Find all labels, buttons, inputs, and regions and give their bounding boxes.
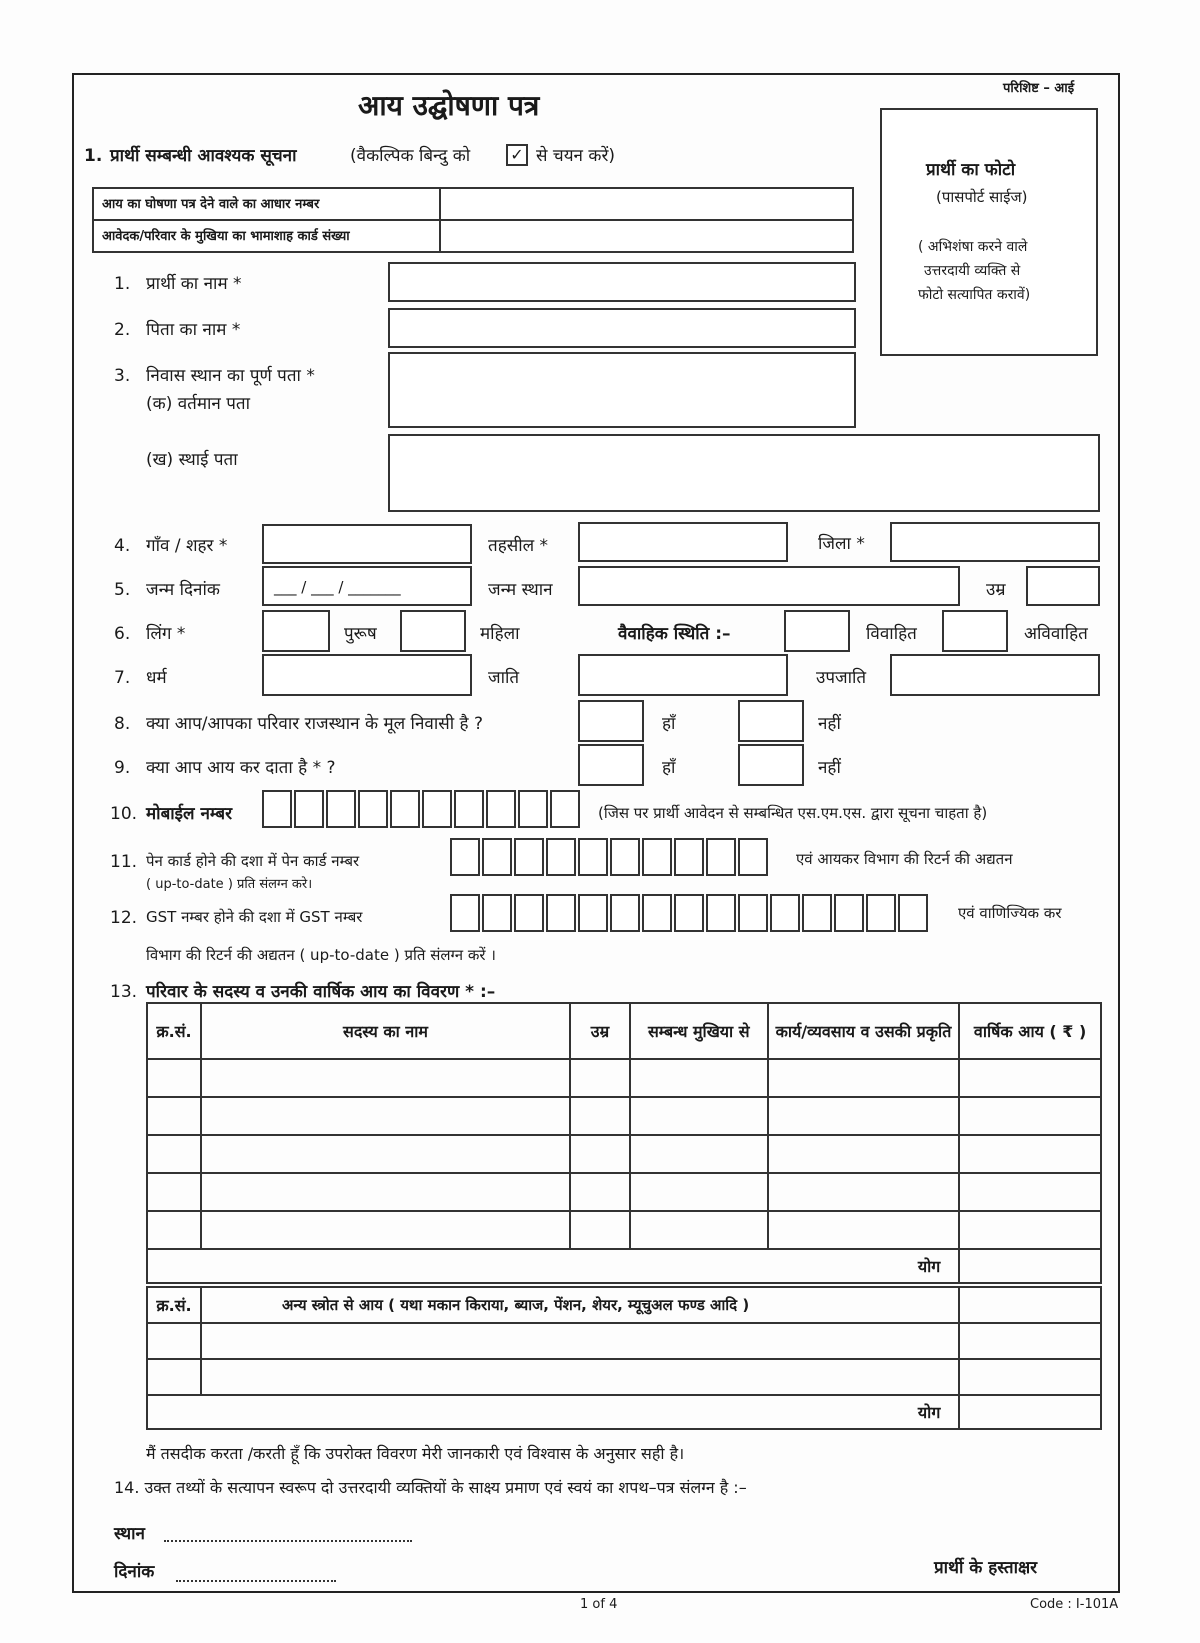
field-number: 8. <box>114 714 131 734</box>
field-number: 3. <box>114 366 131 386</box>
married-checkbox[interactable] <box>784 610 850 652</box>
table-row[interactable] <box>147 1211 1101 1249</box>
field-number: 6. <box>114 624 131 644</box>
signature-label: प्रार्थी के हस्ताक्षर <box>934 1558 1038 1578</box>
taxpayer-yes-checkbox[interactable] <box>578 744 644 786</box>
table-row[interactable] <box>147 1097 1101 1135</box>
aadhaar-input[interactable] <box>439 189 854 219</box>
current-address-input[interactable] <box>388 352 856 428</box>
district-label: जिला * <box>818 534 865 554</box>
table-row[interactable] <box>147 1135 1101 1173</box>
caste-label: जाति <box>488 668 520 688</box>
table-header-row <box>147 1003 1101 1059</box>
unmarried-checkbox[interactable] <box>942 610 1008 652</box>
dob-label: जन्म दिनांक <box>146 580 220 600</box>
aadhaar-label: आय का घोषणा पत्र देने वाले का आधार नम्बर <box>102 197 320 212</box>
column-header: कार्य/व्यवसाय व उसकी प्रकृति <box>768 1003 960 1059</box>
female-label: महिला <box>480 624 520 644</box>
table-row[interactable] <box>147 1323 1101 1359</box>
tehsil-label: तहसील * <box>488 536 549 556</box>
male-label: पुरूष <box>344 624 377 644</box>
native-resident-label: क्या आप/आपका परिवार राजस्थान के मूल निवासी है ? <box>146 714 483 734</box>
mobile-note: (जिस पर प्रार्थी आवेदन से सम्बन्धित एस.एम.एस. द्वारा सूचना चाहता है) <box>598 804 988 822</box>
table-header-row <box>147 1287 1101 1323</box>
field-number: 9. <box>114 758 131 778</box>
checkbox-icon: ✓ <box>506 144 528 166</box>
total-input[interactable] <box>959 1249 1101 1283</box>
family-income-table <box>146 1002 1102 1284</box>
field-number: 11. <box>110 852 138 872</box>
section1-instruction: (वैकल्पिक बिन्दु को <box>350 146 471 166</box>
total-input[interactable] <box>959 1395 1101 1429</box>
gst-number-input[interactable] <box>450 894 930 932</box>
family-income-heading: परिवार के सदस्य व उनकी वार्षिक आय का विवरण * :– <box>146 982 496 1002</box>
bhamashah-label: आवेदक/परिवार के मुखिया का भामाशाह कार्ड संख्या <box>102 229 350 244</box>
column-header: उम्र <box>570 1003 630 1059</box>
pan-label: पेन कार्ड होने की दशा में पेन कार्ड नम्बर <box>146 852 360 870</box>
no-label: नहीं <box>818 714 841 734</box>
place-label: स्थान <box>114 1524 145 1544</box>
section1-instruction-tail: से चयन करें) <box>536 146 616 166</box>
taxpayer-no-checkbox[interactable] <box>738 744 804 786</box>
attestation-text: 14. उक्त तथ्यों के सत्यापन स्वरूप दो उत्तरदायी व्यक्तियों के साक्ष्य प्रमाण एवं स्वयं का शपथ–पत्र संलग्न है :– <box>114 1478 747 1497</box>
date-input[interactable] <box>176 1570 336 1582</box>
birthplace-label: जन्म स्थान <box>488 580 553 600</box>
married-label: विवाहित <box>866 624 917 644</box>
section1-number: 1. <box>84 146 103 166</box>
column-header: सम्बन्ध मुखिया से <box>630 1003 768 1059</box>
caste-input[interactable] <box>578 654 788 696</box>
tehsil-input[interactable] <box>578 522 788 562</box>
dob-input[interactable] <box>262 566 472 606</box>
field-number: 5. <box>114 580 131 600</box>
bhamashah-input[interactable] <box>439 221 854 251</box>
table-row[interactable] <box>147 1173 1101 1211</box>
address-label: निवास स्थान का पूर्ण पता * <box>146 366 315 386</box>
field-number: 12. <box>110 908 138 928</box>
permanent-address-input[interactable] <box>388 434 1100 512</box>
page-title: आय उद्घोषणा पत्र <box>358 89 540 122</box>
column-header: वार्षिक आय ( ₹ ) <box>959 1003 1101 1059</box>
photo-size: (पासपोर्ट साईज) <box>936 188 1028 206</box>
current-address-label: (क) वर्तमान पता <box>146 394 251 414</box>
photo-note: ( अभिशंषा करने वाले <box>918 239 1028 255</box>
permanent-address-label: (ख) स्थाई पता <box>146 450 238 470</box>
declaration-text: मैं तसदीक करता /करती हूँ कि उपरोक्त विवरण मेरी जानकारी एवं विश्वास के अनुसार सही है। <box>146 1444 685 1463</box>
field-number: 13. <box>110 982 138 1002</box>
no-label: नहीं <box>818 758 841 778</box>
father-name-input[interactable] <box>388 308 856 348</box>
column-header: अन्य स्त्रोत से आय ( यथा मकान किराया, ब्याज, पेंशन, शेयर, म्यूचुअल फण्ड आदि ) <box>201 1287 959 1323</box>
marital-status-label: वैवाहिक स्थिति :– <box>618 624 731 644</box>
gst-note: एवं वाणिज्यिक कर <box>958 904 1062 922</box>
subcaste-label: उपजाति <box>816 668 867 688</box>
pan-note-line2: ( up-to-date ) प्रति संलग्न करे। <box>146 877 313 892</box>
father-name-label: पिता का नाम * <box>146 320 241 340</box>
bhamashah-row <box>92 219 854 253</box>
religion-input[interactable] <box>262 654 472 696</box>
photo-note: फोटो सत्यापित करावें) <box>918 287 1031 303</box>
native-no-checkbox[interactable] <box>738 700 804 742</box>
gst-label: GST नम्बर होने की दशा में GST नम्बर <box>146 908 363 926</box>
place-input[interactable] <box>164 1530 412 1542</box>
form-code: Code : I-101A <box>1030 1597 1119 1612</box>
age-input[interactable] <box>1026 566 1100 606</box>
total-label: योग <box>147 1395 959 1429</box>
gst-note-line2: विभाग की रिटर्न की अद्यतन ( up-to-date ) प्रति संलग्न करें । <box>146 946 496 964</box>
table-row[interactable] <box>147 1059 1101 1097</box>
district-input[interactable] <box>890 522 1100 562</box>
native-yes-checkbox[interactable] <box>578 700 644 742</box>
field-number: 1. <box>114 274 131 294</box>
aadhaar-row <box>92 187 854 221</box>
village-city-label: गाँव / शहर * <box>146 536 228 556</box>
column-header: सदस्य का नाम <box>201 1003 570 1059</box>
pan-note: एवं आयकर विभाग की रिटर्न की अद्यतन <box>796 850 1013 868</box>
field-number: 10. <box>110 804 138 824</box>
total-row <box>147 1249 1101 1283</box>
total-row <box>147 1395 1101 1429</box>
section1-heading: प्रार्थी सम्बन्धी आवश्यक सूचना <box>110 146 297 166</box>
birthplace-input[interactable] <box>578 566 960 606</box>
date-label: दिनांक <box>114 1562 155 1582</box>
unmarried-label: अविवाहित <box>1024 624 1088 644</box>
gender-label: लिंग * <box>146 624 186 644</box>
column-header: क्र.सं. <box>147 1003 201 1059</box>
subcaste-input[interactable] <box>890 654 1100 696</box>
female-checkbox[interactable] <box>400 610 466 652</box>
appendix-label: परिशिष्ट – आई <box>1003 81 1075 96</box>
applicant-name-label: प्रार्थी का नाम * <box>146 274 242 294</box>
photo-box[interactable] <box>880 108 1098 356</box>
mobile-label: मोबाईल नम्बर <box>146 804 233 824</box>
table-row[interactable] <box>147 1359 1101 1395</box>
mobile-number-input[interactable] <box>262 790 582 828</box>
column-header: क्र.सं. <box>147 1287 201 1323</box>
age-label: उम्र <box>986 580 1006 600</box>
taxpayer-label: क्या आप आय कर दाता है * ? <box>146 758 336 778</box>
male-checkbox[interactable] <box>262 610 330 652</box>
yes-label: हाँ <box>662 758 676 778</box>
total-label: योग <box>147 1249 959 1283</box>
field-number: 7. <box>114 668 131 688</box>
applicant-name-input[interactable] <box>388 262 856 302</box>
other-income-table <box>146 1286 1102 1430</box>
field-number: 2. <box>114 320 131 340</box>
village-city-input[interactable] <box>262 524 472 564</box>
page-number: 1 of 4 <box>580 1597 618 1612</box>
photo-note: उत्तरदायी व्यक्ति से <box>924 263 1021 279</box>
pan-number-input[interactable] <box>450 838 770 876</box>
field-number: 4. <box>114 536 131 556</box>
religion-label: धर्म <box>146 668 167 688</box>
photo-title: प्रार्थी का फोटो <box>926 160 1016 180</box>
dob-placeholder: ___ / ___ / _______ <box>274 578 401 596</box>
yes-label: हाँ <box>662 714 676 734</box>
